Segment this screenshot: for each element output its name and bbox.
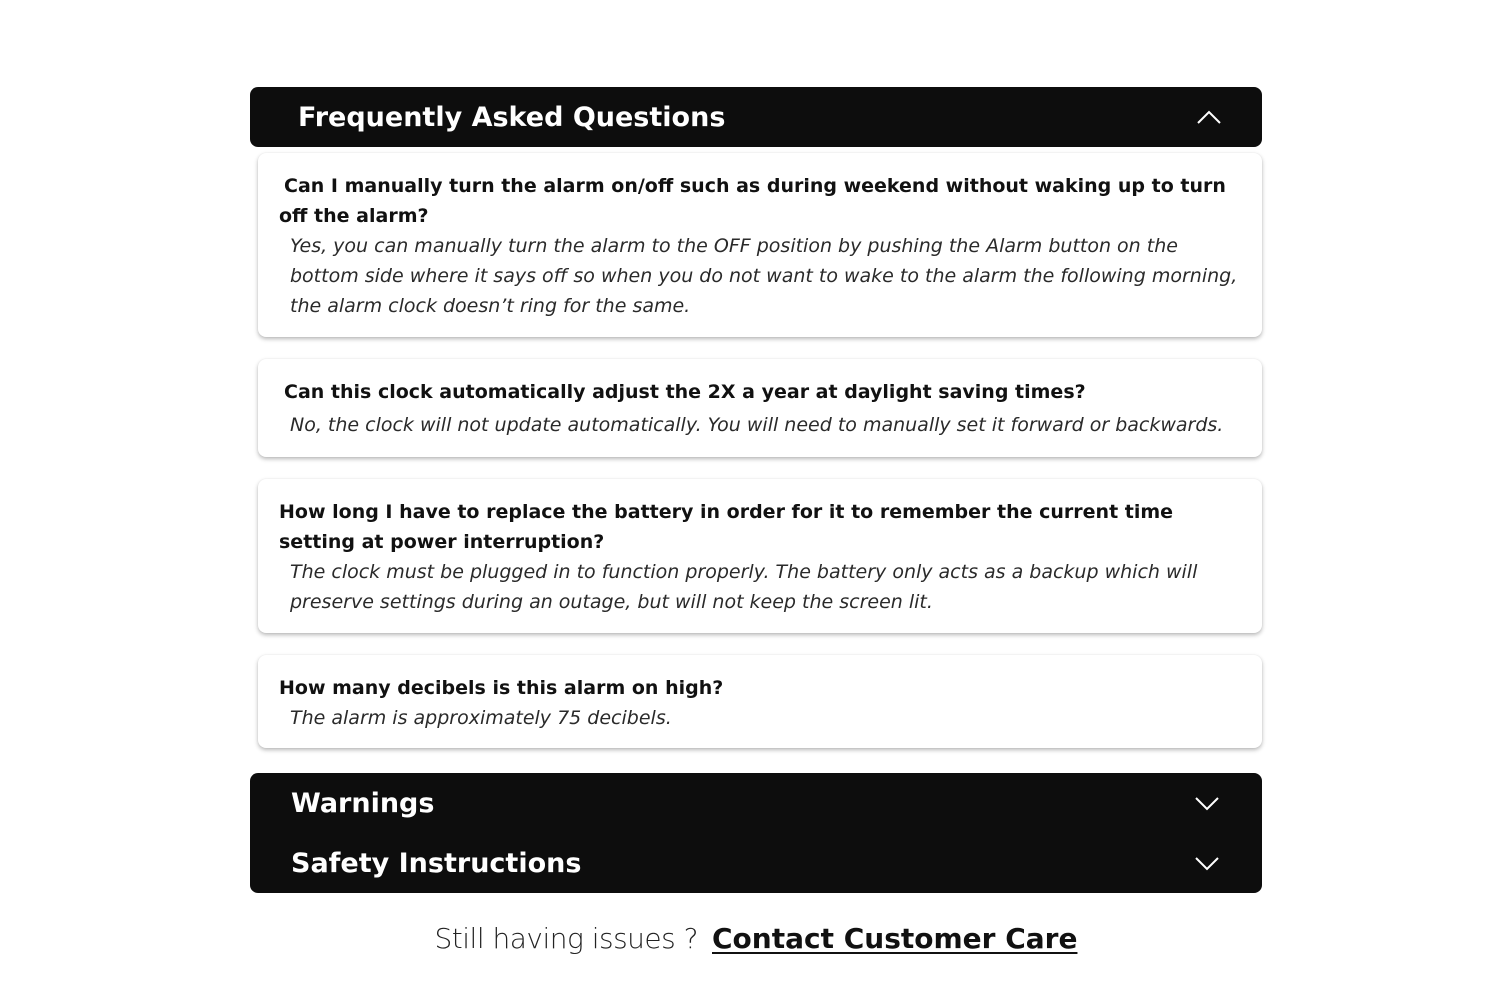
faq-item xyxy=(258,479,1262,633)
faq-section-title: Frequently Asked Questions xyxy=(298,101,726,133)
contact-footer xyxy=(0,918,1512,960)
faq-question: How many decibels is this alarm on high? xyxy=(279,677,724,699)
faq-item xyxy=(258,655,1262,748)
faq-question: How long I have to replace the battery in order for it to remember the current time setting at power interruption? xyxy=(279,501,1174,553)
faq-answer: Yes, you can manually turn the alarm to the OFF position by pushing the Alarm button on the bottom side where it says off so when you do not want to wake to the alarm the following morning, the alarm clock doesn’t ring for the same. xyxy=(290,235,1238,317)
warnings-section-header[interactable] xyxy=(250,773,1262,833)
collapsed-sections-panel xyxy=(250,773,1262,893)
chevron-up-icon[interactable] xyxy=(1196,109,1222,125)
faq-item xyxy=(258,153,1262,337)
chevron-down-icon[interactable] xyxy=(1194,855,1220,871)
faq-item xyxy=(258,359,1262,457)
safety-instructions-section-title: Safety Instructions xyxy=(291,847,582,879)
faq-answer: The alarm is approximately 75 decibels. xyxy=(290,707,672,729)
faq-question: Can I manually turn the alarm on/off such as during weekend without waking up to turn off the alarm? xyxy=(279,175,1226,227)
faq-section-header[interactable] xyxy=(250,87,1262,147)
warnings-section-title: Warnings xyxy=(291,787,435,819)
faq-question: Can this clock automatically adjust the 2X a year at daylight saving times? xyxy=(284,381,1086,403)
faq-answer: No, the clock will not update automatically. You will need to manually set it forward or backwards. xyxy=(290,414,1224,436)
safety-instructions-section-header[interactable] xyxy=(250,833,1262,893)
still-having-issues-text: Still having issues ? xyxy=(434,922,698,955)
contact-customer-care-link[interactable]: Contact Customer Care xyxy=(712,922,1078,955)
faq-answer: The clock must be plugged in to function properly. The battery only acts as a backup which will preserve settings during an outage, but will not keep the screen lit. xyxy=(290,561,1198,613)
chevron-down-icon[interactable] xyxy=(1194,795,1220,811)
